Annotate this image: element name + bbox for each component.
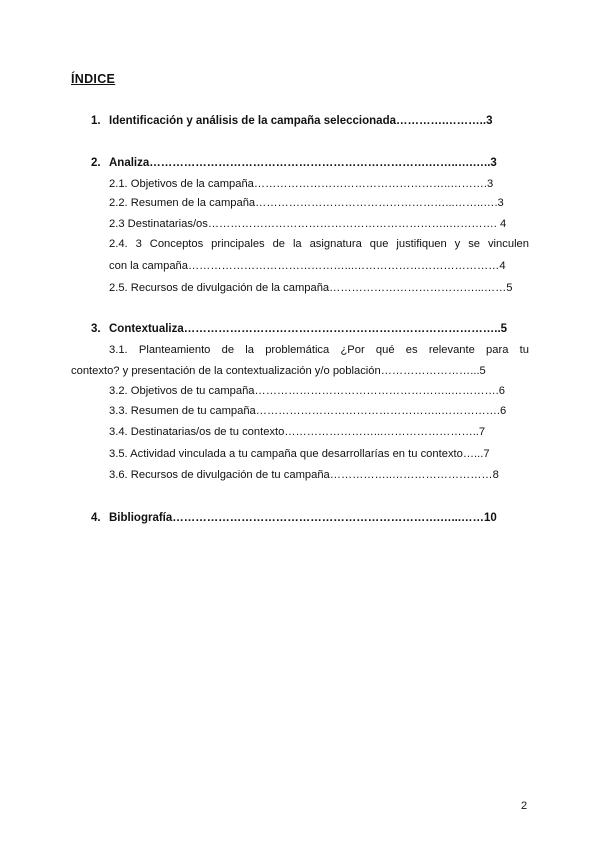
toc-entry-3-1-line1[interactable]: 3.1. Planteamiento de la problemática ¿Por qué es relevante para tu [109,344,529,356]
toc-entry-4-label: Bibliografía…………………………………………………………….…...……10 [109,512,497,524]
toc-entry-3-label: Contextualiza………………………………………………………………………..5 [109,323,508,335]
page-number: 2 [521,800,528,812]
toc-entry-2-1[interactable]: 2.1. Objetivos de la campaña……………………………………………..……….3 [109,178,494,190]
toc-entry-2[interactable] [91,157,528,169]
toc-entry-3-3[interactable]: 3.3. Resumen de tu campaña…………………………………………..…………….6 [109,405,507,417]
toc-entry-1-label: Identificación y análisis de la campaña seleccionada………….………..3 [109,115,493,127]
toc-entry-3-5[interactable]: 3.5. Actividad vinculada a tu campaña que desarrollarías en tu contexto…...7 [109,448,490,460]
toc-entry-3-6[interactable]: 3.6. Recursos de divulgación de tu campaña……………..………………………8 [109,469,499,481]
toc-entry-1-number: 1. [91,115,101,127]
toc-entry-2-2[interactable]: 2.2. Resumen de la campaña……………………………………………...……..….3 [109,197,504,209]
toc-entry-3-4[interactable]: 3.4. Destinatarias/os de tu contexto……………………...……………………..7 [109,426,486,438]
toc-entry-2-5[interactable]: 2.5. Recursos de divulgación de la campaña…………………………………...……5 [109,282,513,294]
toc-entry-2-4-line2[interactable]: con la campaña……………………………………...…………………………………4 [109,260,506,272]
toc-entry-2-label: Analiza……………………………………………………………….……..….…..3 [109,157,497,169]
toc-entry-3-2[interactable]: 3.2. Objetivos de tu campaña……………………………………………..………….6 [109,385,506,397]
toc-entry-3-number: 3. [91,323,101,335]
toc-entry-4-number: 4. [91,512,101,524]
toc-entry-1[interactable] [91,115,528,127]
toc-entry-4[interactable] [91,512,528,524]
toc-entry-2-3[interactable]: 2.3 Destinatarias/os………………………………………………………..…………. 4 [109,218,507,230]
index-title: ÍNDICE [71,72,116,86]
toc-entry-2-number: 2. [91,157,101,169]
toc-entry-3-1-line2[interactable]: contexto? y presentación de la contextualización y/o población……………………...5 [71,365,486,377]
toc-entry-2-4-line1[interactable]: 2.4. 3 Conceptos principales de la asignatura que justifiquen y se vinculen [109,238,529,250]
toc-entry-3[interactable] [91,323,528,335]
